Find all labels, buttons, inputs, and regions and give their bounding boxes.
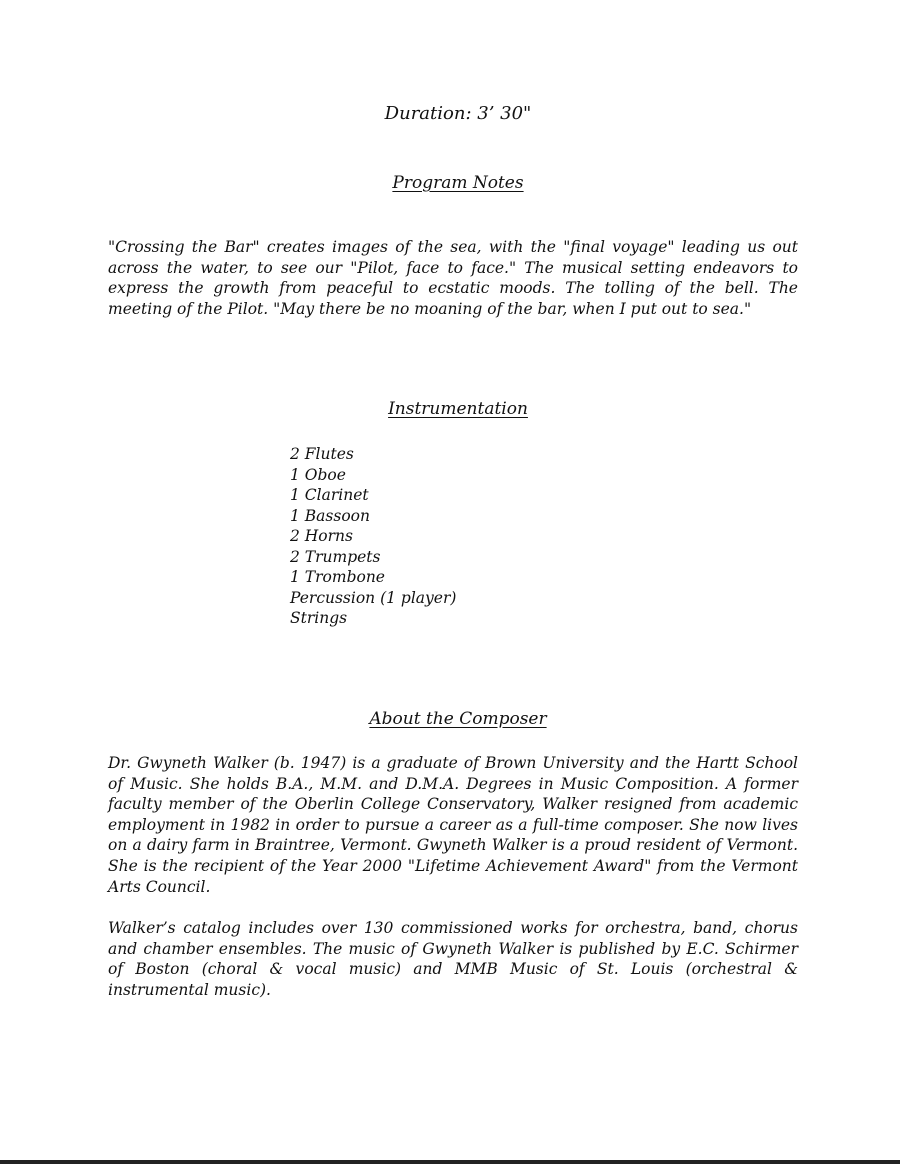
page-bottom-edge bbox=[0, 1160, 900, 1164]
duration-line: Duration: 3’ 30" bbox=[384, 103, 532, 124]
instrument-item: 2 Flutes bbox=[290, 445, 354, 463]
instrument-item: Percussion (1 player) bbox=[290, 588, 457, 607]
instrument-item: 1 Bassoon bbox=[290, 506, 370, 525]
instrument-item: 1 Trombone bbox=[290, 568, 385, 586]
program-notes-text: "Crossing the Bar" creates images of the sea, with the "final voyage" leading us out across the water, to see our "Pilot, face to face." The musical setting endeavors to express the growth from peaceful to ecstatic moods. The tolling of the bell. The meeting of the Pilot. "May there be no moaning of the bar, when I put out to sea." bbox=[108, 238, 798, 318]
instrumentation-heading: Instrumentation bbox=[388, 399, 528, 419]
program-notes-heading: Program Notes bbox=[392, 173, 524, 193]
instrumentation-list bbox=[290, 444, 456, 629]
instrument-item: 2 Trumpets bbox=[290, 547, 381, 566]
instrument-item: 2 Horns bbox=[290, 527, 353, 545]
about-composer-paragraph-1: Dr. Gwyneth Walker (b. 1947) is a graduate of Brown University and the Hartt School of Music. She holds B.A., M.M. and D.M.A. Degrees in Music Composition. A former faculty member of the Oberlin College Conservatory, Walker resigned from academic employment in 1982 in order to pursue a career as a full-time composer. She now lives on a dairy farm in Braintree, Vermont. Gwyneth Walker is a proud resident of Vermont. She is the recipient of the Year 2000 "Lifetime Achievement Award" from the Vermont Arts Council. bbox=[108, 754, 798, 896]
instrument-item: 1 Oboe bbox=[290, 465, 346, 484]
instrument-item: 1 Clarinet bbox=[290, 486, 369, 504]
about-composer-paragraph-2: Walker’s catalog includes over 130 commissioned works for orchestra, band, chorus and chamber ensembles. The music of Gwyneth Walker is published by E.C. Schirmer of Boston (choral & vocal music) and MMB Music of St. Louis (orchestral & instrumental music). bbox=[108, 919, 798, 999]
instrument-item: Strings bbox=[290, 609, 348, 627]
about-composer-heading: About the Composer bbox=[369, 709, 547, 729]
